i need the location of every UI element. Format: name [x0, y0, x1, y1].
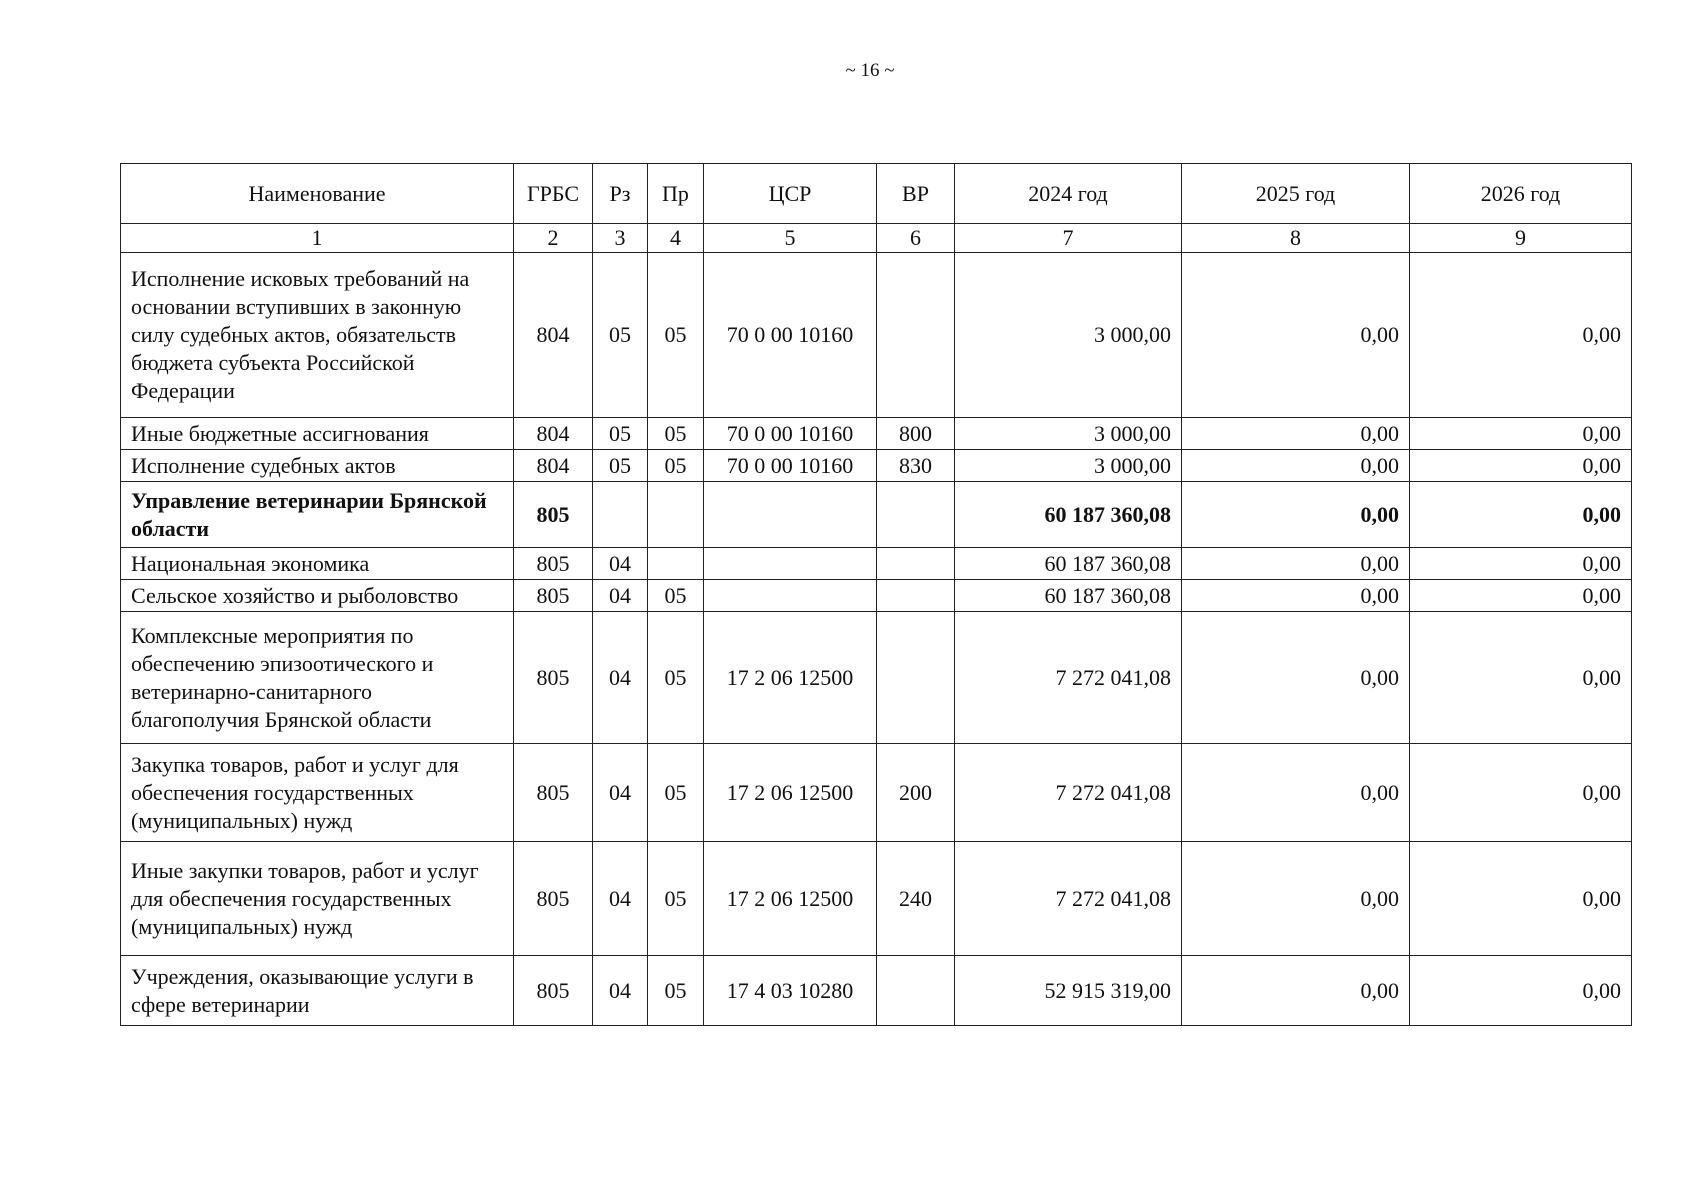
- table-row: [121, 482, 1632, 548]
- cell-2024: 3 000,00: [955, 253, 1182, 418]
- header-pr: Пр: [648, 164, 704, 224]
- cell-csr: [704, 548, 877, 580]
- cell-rz: 04: [593, 842, 648, 956]
- cell-rz: 05: [593, 253, 648, 418]
- cell-name: Иные закупки товаров, работ и услуг для обеспечения государственных (муниципальных) нужд: [121, 842, 514, 956]
- cell-rz: 05: [593, 418, 648, 450]
- cell-name: Исполнение судебных актов: [121, 450, 514, 482]
- cell-2025: 0,00: [1182, 580, 1410, 612]
- column-number: 7: [955, 224, 1182, 253]
- cell-vr: 200: [877, 744, 955, 842]
- cell-pr: [648, 548, 704, 580]
- cell-2024: 3 000,00: [955, 418, 1182, 450]
- cell-grbs: 805: [514, 842, 593, 956]
- cell-grbs: 805: [514, 612, 593, 744]
- cell-2026: 0,00: [1410, 548, 1632, 580]
- cell-2025: 0,00: [1182, 418, 1410, 450]
- column-number: 4: [648, 224, 704, 253]
- budget-table: [120, 163, 1632, 1026]
- cell-2025: 0,00: [1182, 612, 1410, 744]
- cell-vr: [877, 956, 955, 1026]
- cell-vr: 800: [877, 418, 955, 450]
- cell-2026: 0,00: [1410, 450, 1632, 482]
- cell-pr: 05: [648, 842, 704, 956]
- header-name: Наименование: [121, 164, 514, 224]
- cell-vr: [877, 612, 955, 744]
- header-csr: ЦСР: [704, 164, 877, 224]
- cell-2026: 0,00: [1410, 842, 1632, 956]
- cell-2024: 60 187 360,08: [955, 580, 1182, 612]
- cell-name: Сельское хозяйство и рыболовство: [121, 580, 514, 612]
- cell-vr: [877, 482, 955, 548]
- column-number: 5: [704, 224, 877, 253]
- cell-name: Исполнение исковых требований на основании вступивших в законную силу судебных актов, обязательств бюджета субъекта Российской Федерации: [121, 253, 514, 418]
- cell-csr: 17 2 06 12500: [704, 744, 877, 842]
- cell-csr: 17 4 03 10280: [704, 956, 877, 1026]
- table-row: [121, 548, 1632, 580]
- cell-pr: 05: [648, 612, 704, 744]
- cell-grbs: 804: [514, 418, 593, 450]
- cell-grbs: 804: [514, 253, 593, 418]
- cell-csr: 17 2 06 12500: [704, 842, 877, 956]
- cell-2026: 0,00: [1410, 956, 1632, 1026]
- cell-vr: [877, 548, 955, 580]
- cell-csr: 70 0 00 10160: [704, 253, 877, 418]
- cell-2026: 0,00: [1410, 744, 1632, 842]
- cell-rz: 04: [593, 548, 648, 580]
- cell-2025: 0,00: [1182, 744, 1410, 842]
- cell-pr: 05: [648, 418, 704, 450]
- cell-vr: 240: [877, 842, 955, 956]
- header-2026: 2026 год: [1410, 164, 1632, 224]
- cell-name: Учреждения, оказывающие услуги в сфере ветеринарии: [121, 956, 514, 1026]
- cell-csr: 70 0 00 10160: [704, 418, 877, 450]
- cell-rz: 04: [593, 744, 648, 842]
- table-row: [121, 418, 1632, 450]
- cell-pr: 05: [648, 580, 704, 612]
- cell-2025: 0,00: [1182, 253, 1410, 418]
- cell-csr: 70 0 00 10160: [704, 450, 877, 482]
- cell-pr: 05: [648, 744, 704, 842]
- cell-grbs: 805: [514, 744, 593, 842]
- header-grbs: ГРБС: [514, 164, 593, 224]
- cell-2026: 0,00: [1410, 482, 1632, 548]
- table-header-row: [121, 164, 1632, 224]
- cell-grbs: 805: [514, 580, 593, 612]
- table-row: [121, 450, 1632, 482]
- cell-2025: 0,00: [1182, 842, 1410, 956]
- table-body: [121, 253, 1632, 1026]
- cell-csr: 17 2 06 12500: [704, 612, 877, 744]
- cell-2024: 3 000,00: [955, 450, 1182, 482]
- cell-rz: 04: [593, 956, 648, 1026]
- cell-pr: 05: [648, 956, 704, 1026]
- cell-rz: [593, 482, 648, 548]
- table-row: [121, 744, 1632, 842]
- cell-pr: [648, 482, 704, 548]
- cell-2026: 0,00: [1410, 253, 1632, 418]
- cell-grbs: 805: [514, 482, 593, 548]
- cell-csr: [704, 580, 877, 612]
- column-number-row: [121, 224, 1632, 253]
- table-row: [121, 956, 1632, 1026]
- cell-2024: 60 187 360,08: [955, 482, 1182, 548]
- column-number: 2: [514, 224, 593, 253]
- table-row: [121, 580, 1632, 612]
- header-vr: ВР: [877, 164, 955, 224]
- cell-name: Комплексные мероприятия по обеспечению эпизоотического и ветеринарно-санитарного благополучия Брянской области: [121, 612, 514, 744]
- column-number: 1: [121, 224, 514, 253]
- cell-grbs: 805: [514, 548, 593, 580]
- cell-rz: 04: [593, 612, 648, 744]
- header-2025: 2025 год: [1182, 164, 1410, 224]
- cell-pr: 05: [648, 253, 704, 418]
- cell-2025: 0,00: [1182, 482, 1410, 548]
- cell-name: Иные бюджетные ассигнования: [121, 418, 514, 450]
- column-number: 8: [1182, 224, 1410, 253]
- cell-grbs: 805: [514, 956, 593, 1026]
- cell-2025: 0,00: [1182, 548, 1410, 580]
- header-rz: Рз: [593, 164, 648, 224]
- cell-csr: [704, 482, 877, 548]
- cell-2026: 0,00: [1410, 612, 1632, 744]
- cell-2024: 7 272 041,08: [955, 612, 1182, 744]
- cell-name: Закупка товаров, работ и услуг для обеспечения государственных (муниципальных) нужд: [121, 744, 514, 842]
- header-2024: 2024 год: [955, 164, 1182, 224]
- cell-rz: 04: [593, 580, 648, 612]
- cell-name: Управление ветеринарии Брянской области: [121, 482, 514, 548]
- cell-rz: 05: [593, 450, 648, 482]
- cell-2026: 0,00: [1410, 418, 1632, 450]
- page-number: ~ 16 ~: [845, 60, 895, 81]
- cell-2024: 52 915 319,00: [955, 956, 1182, 1026]
- cell-2024: 7 272 041,08: [955, 842, 1182, 956]
- table-row: [121, 612, 1632, 744]
- cell-vr: [877, 580, 955, 612]
- column-number: 3: [593, 224, 648, 253]
- cell-pr: 05: [648, 450, 704, 482]
- table-row: [121, 842, 1632, 956]
- cell-2024: 7 272 041,08: [955, 744, 1182, 842]
- column-number: 6: [877, 224, 955, 253]
- cell-2026: 0,00: [1410, 580, 1632, 612]
- cell-name: Национальная экономика: [121, 548, 514, 580]
- column-number: 9: [1410, 224, 1632, 253]
- cell-vr: [877, 253, 955, 418]
- cell-grbs: 804: [514, 450, 593, 482]
- cell-2025: 0,00: [1182, 956, 1410, 1026]
- cell-2024: 60 187 360,08: [955, 548, 1182, 580]
- table-row: [121, 253, 1632, 418]
- cell-2025: 0,00: [1182, 450, 1410, 482]
- cell-vr: 830: [877, 450, 955, 482]
